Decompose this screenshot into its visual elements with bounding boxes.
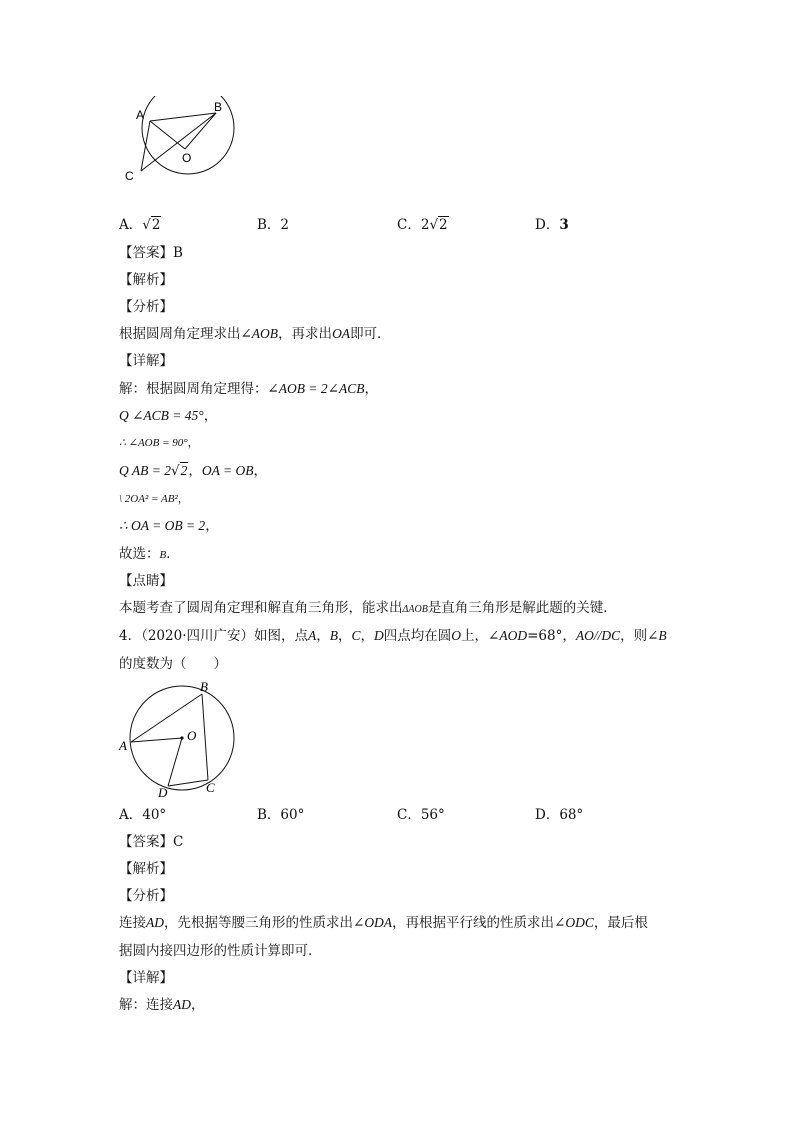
label-o-2: O	[187, 728, 197, 743]
label-b: B	[214, 100, 223, 114]
label-d-2: D	[158, 785, 168, 800]
q3-fenxi-heading: 【分析】	[119, 299, 173, 315]
label-a-2: A	[119, 738, 127, 753]
q4-analysis-line-2: 据圆内接四边形的性质计算即可．	[119, 943, 322, 959]
radius-oa	[150, 121, 185, 149]
q4-stem-line-2: 的度数为（ ）	[119, 656, 227, 672]
q3-option-d: D．3	[535, 217, 569, 233]
q3-answer: 【答案】B	[119, 245, 183, 261]
q4-option-b: B．60°	[257, 807, 305, 823]
q4-option-c: C．56°	[397, 807, 445, 823]
q4-stem-line-1: 4．（2020·四川广安）如图，点A，B，C，D四点均在圆O上，∠AOD=68°，AO//DC，则∠B	[119, 628, 667, 644]
q3-option-c: C．2√2	[397, 217, 448, 233]
q3-dianjing-heading: 【点睛】	[119, 573, 173, 589]
label-o: O	[182, 151, 192, 165]
chord-ab	[150, 113, 216, 121]
label-c-2: C	[206, 780, 215, 795]
q4-option-a: A．40°	[119, 807, 167, 823]
circle-figure-1	[120, 96, 245, 188]
q4-xiangjie-heading: 【详解】	[119, 970, 173, 986]
q3-choose: 故选：B．	[119, 546, 180, 562]
chord-bc	[141, 113, 216, 171]
q3-step-3: ∴ ∠AOB = 90°，	[119, 436, 199, 449]
label-a: A	[136, 108, 145, 122]
chord-bc-2	[202, 694, 208, 780]
q4-analysis-line-1: 连接AD，先根据等腰三角形的性质求出∠ODA，再根据平行线的性质求出∠ODC，最后根	[119, 915, 648, 931]
circle-figure-2	[116, 676, 240, 800]
q4-option-d: D．68°	[535, 807, 584, 823]
q3-summary: 本题考查了圆周角定理和解直角三角形，能求出ΔAOB是直角三角形是解此题的关键．	[119, 600, 617, 616]
q4-solution-start: 解：连接AD，	[119, 997, 205, 1013]
label-c: C	[125, 169, 134, 183]
radius-ob	[185, 113, 216, 149]
q3-analysis: 根据圆周角定理求出∠AOB，再求出OA即可．	[119, 326, 391, 342]
label-b-2: B	[200, 679, 208, 694]
q3-option-b: B．2	[257, 217, 290, 233]
q3-step-2: Q ∠ACB = 45°，	[119, 408, 218, 424]
q3-xiangjie-heading: 【详解】	[119, 353, 173, 369]
radius-ao-2	[131, 738, 182, 742]
q3-step-5: \ 2OA² = AB²，	[119, 492, 189, 505]
q4-answer: 【答案】C	[119, 834, 184, 850]
q3-step-4: Q AB = 2√2，OA = OB，	[119, 463, 267, 479]
center-dot-2	[180, 736, 183, 739]
q3-jiexi-heading: 【解析】	[119, 272, 173, 288]
q3-step-6: ∴ OA = OB = 2，	[119, 518, 219, 534]
q4-fenxi-heading: 【分析】	[119, 888, 173, 904]
q4-jiexi-heading: 【解析】	[119, 861, 173, 877]
q3-option-a: A．√2	[119, 217, 161, 233]
chord-dc-2	[168, 780, 208, 786]
q3-step-1: 解：根据圆周角定理得：∠AOB = 2∠ACB，	[119, 381, 378, 397]
radius-do-2	[168, 738, 182, 786]
